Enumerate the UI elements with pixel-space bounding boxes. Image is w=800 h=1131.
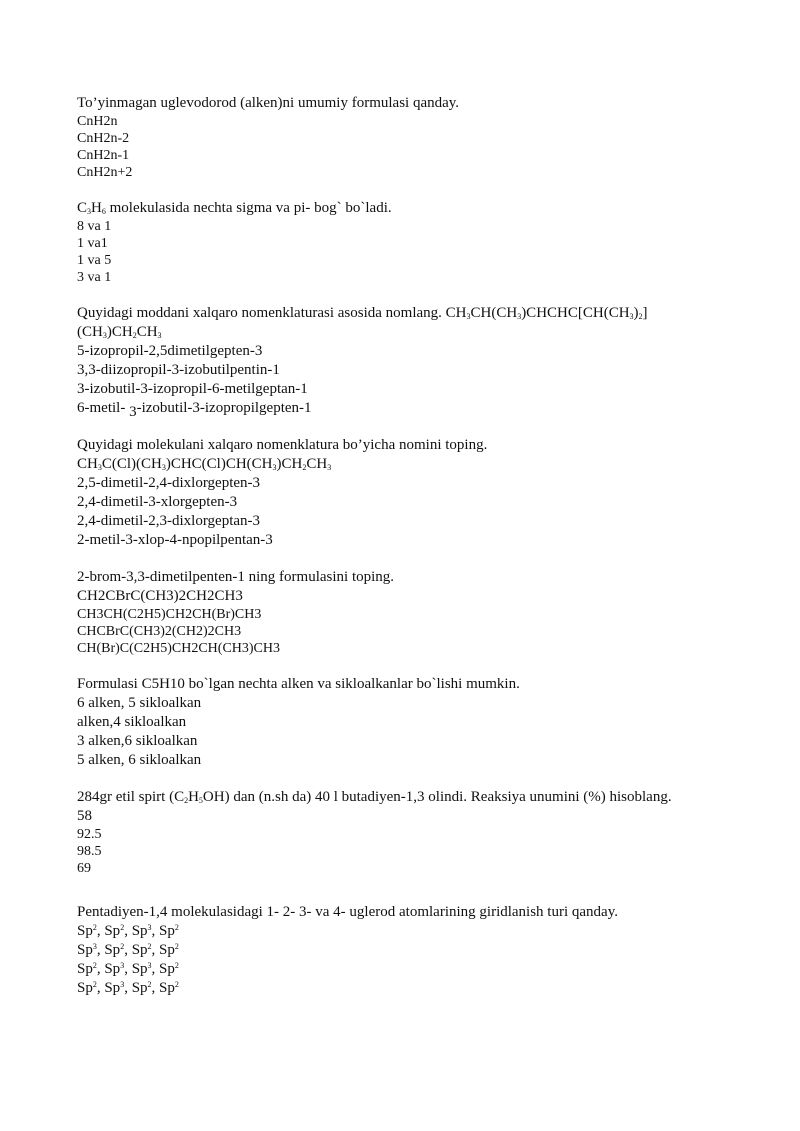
question-block-1 <box>77 94 737 181</box>
answer-option: 98.5 <box>77 844 102 859</box>
answer-option: CnH2n+2 <box>77 165 133 180</box>
answer-option: CnH2n-1 <box>77 148 130 163</box>
answer-option: 2,4-dimetil-2,3-dixlorgeptan-3 <box>77 513 261 529</box>
answer-option: 3 va 1 <box>77 270 112 285</box>
answer-option: 2-metil-3-xlop-4-npopilpentan-3 <box>77 532 273 548</box>
answer-option: 92.5 <box>77 827 102 842</box>
question-text: 2-brom-3,3-dimetilpenten-1 ning formulasini toping. <box>77 569 395 585</box>
document-page <box>77 94 737 998</box>
answer-option: Sp$^2$, Sp$^3$, Sp$^3$, Sp$^2$ <box>77 961 179 977</box>
answer-option: CH3CH(C2H5)CH2CH(Br)CH3 <box>77 607 262 622</box>
answer-option: 6 alken, 5 sikloalkan <box>77 695 202 711</box>
question-block-3 <box>77 304 737 418</box>
answer-option: Sp$^2$, Sp$^2$, Sp$^3$, Sp$^2$ <box>77 923 179 939</box>
answer-option: 2,4-dimetil-3-xlorgepten-3 <box>77 494 238 510</box>
question-block-8 <box>77 903 737 998</box>
question-block-5 <box>77 568 737 657</box>
question-block-4 <box>77 436 737 550</box>
answer-option: 1 va 5 <box>77 253 112 268</box>
question-text: Quyidagi molekulani xalqaro nomenklatura bo’yicha nomini toping. <box>77 437 488 453</box>
question-block-2 <box>77 199 737 286</box>
question-block-7 <box>77 788 737 877</box>
chemical-formula-continued: $(CH_3)CH_2CH_3$ <box>77 324 162 340</box>
answer-option: 5-izopropil-2,5dimetilgepten-3 <box>77 343 263 359</box>
question-text: 284gr etil spirt $(C_2H_5OH)$ dan (n.sh da) 40 l butadiyen-1,3 olindi. Reaksiya unumini (%) hisoblang. <box>77 789 672 805</box>
answer-option: 3-izobutil-3-izopropil-6-metilgeptan-1 <box>77 381 308 397</box>
answer-option: 6-metil- 3-izobutil-3-izopropilgepten-1 <box>77 400 312 420</box>
answer-option: CHCBrC(CH3)2(CH2)2CH3 <box>77 624 242 639</box>
answer-option: 3 alken,6 sikloalkan <box>77 733 198 749</box>
question-block-6 <box>77 675 737 770</box>
question-text: Formulasi C5H10 bo`lgan nechta alken va sikloalkanlar bo`lishi mumkin. <box>77 676 520 692</box>
answer-option: alken,4 sikloalkan <box>77 714 187 730</box>
answer-option: CH(Br)C(C2H5)CH2CH(CH3)CH3 <box>77 641 280 656</box>
question-text: Pentadiyen-1,4 molekulasidagi 1- 2- 3- va 4- uglerod atomlarining giridlanish turi qanday. <box>77 904 618 920</box>
answer-option: 1 va1 <box>77 236 108 251</box>
answer-option: 69 <box>77 861 91 876</box>
answer-option: CH2CBrC(CH3)2CH2CH3 <box>77 588 243 604</box>
chemical-formula: $CH_3C(Cl)(CH_3)CHC(Cl)CH(CH_3)CH_2CH_3$ <box>77 456 332 472</box>
answer-option: 58 <box>77 808 92 824</box>
answer-option: 3,3-diizopropil-3-izobutilpentin-1 <box>77 362 280 378</box>
answer-option: 5 alken, 6 sikloalkan <box>77 752 202 768</box>
answer-option: Sp$^2$, Sp$^3$, Sp$^2$, Sp$^2$ <box>77 980 179 996</box>
question-text: To’yinmagan uglevodorod (alken)ni umumiy formulasi qanday. <box>77 95 460 111</box>
answer-option: CnH2n <box>77 114 118 129</box>
answer-option: Sp$^3$, Sp$^2$, Sp$^2$, Sp$^2$ <box>77 942 179 958</box>
chemical-formula: $CH_3CH(CH_3)CHCHC[CH(CH_3)_2]$ <box>445 305 648 321</box>
question-text: Quyidagi moddani xalqaro nomenklaturasi asosida nomlang. $CH_3CH(CH_3)CHCHC[CH(CH_3)_2]$ <box>77 305 648 321</box>
answer-option: 8 va 1 <box>77 219 112 234</box>
answer-option: CnH2n-2 <box>77 131 130 146</box>
answer-option: 2,5-dimetil-2,4-dixlorgepten-3 <box>77 475 261 491</box>
question-text: $C_3H_6$ molekulasida nechta sigma va pi- bog` bo`ladi. <box>77 200 392 216</box>
